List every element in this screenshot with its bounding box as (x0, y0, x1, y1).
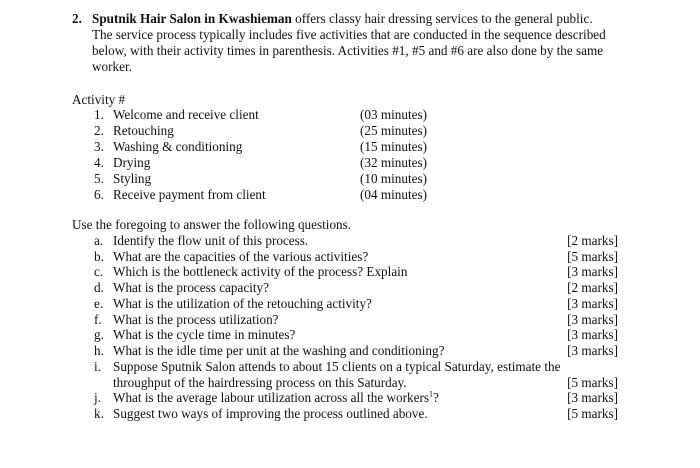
activity-name: Washing & conditioning (113, 139, 243, 154)
subquestion-text (113, 390, 439, 406)
subquestion-marks: [5 marks] (567, 249, 618, 264)
subquestion-marks: [3 marks] (567, 343, 618, 358)
subquestion-text: Which is the bottleneck activity of the process? Explain (113, 264, 408, 279)
subquestion-text-continued: throughput of the hairdressing process on this Saturday. (113, 375, 407, 390)
activity-number: 2. (94, 123, 104, 138)
subquestion-marks: [3 marks] (567, 327, 618, 342)
activity-name: Drying (113, 155, 151, 170)
activity-time: (10 minutes) (360, 171, 428, 186)
footnote-marker: 1 (429, 389, 434, 399)
activity-name: Retouching (113, 123, 174, 138)
question-intro-line-1 (92, 11, 652, 27)
subquestion-text: What is the idle time per unit at the washing and conditioning? (113, 343, 445, 358)
question-intro-line-4: worker. (92, 59, 132, 74)
subquestion-text-end: ? (433, 390, 439, 405)
subquestion-text: What is the process capacity? (113, 280, 269, 295)
subquestion-letter: f. (94, 312, 102, 327)
question-number: 2. (72, 11, 82, 26)
subquestion-letter: h. (94, 343, 104, 358)
subquestion-letter: d. (94, 280, 104, 295)
activity-number: 1. (94, 107, 104, 122)
salon-title: Sputnik Hair Salon in Kwashieman (92, 11, 292, 26)
activity-number: 3. (94, 139, 104, 154)
subquestion-letter: i. (94, 359, 101, 374)
activity-time: (03 minutes) (360, 107, 428, 122)
activity-header: Activity # (72, 92, 126, 107)
question-intro-line-2: The service process typically includes five activities that are conducted in the sequence described (92, 27, 606, 42)
subquestions-lead: Use the foregoing to answer the following questions. (72, 217, 352, 232)
activity-name: Receive payment from client (113, 187, 266, 202)
subquestion-text: What is the utilization of the retouching activity? (113, 296, 372, 311)
subquestion-text: What is the cycle time in minutes? (113, 327, 296, 342)
activity-number: 4. (94, 155, 104, 170)
activity-number: 5. (94, 171, 104, 186)
subquestion-text: Suppose Sputnik Salon attends to about 15 clients on a typical Saturday, estimate the (113, 359, 561, 374)
subquestion-marks: [3 marks] (567, 390, 618, 405)
subquestion-text-main: What is the average labour utilization across all the workers (113, 390, 430, 405)
activity-time: (04 minutes) (360, 187, 428, 202)
activity-name: Welcome and receive client (113, 107, 259, 122)
subquestion-letter: g. (94, 327, 104, 342)
activity-time: (25 minutes) (360, 123, 428, 138)
activity-number: 6. (94, 187, 104, 202)
subquestion-marks: [5 marks] (567, 375, 618, 390)
subquestion-marks: [5 marks] (567, 406, 618, 421)
subquestion-text: What are the capacities of the various activities? (113, 249, 369, 264)
subquestion-marks: [3 marks] (567, 312, 618, 327)
subquestion-text: Identify the flow unit of this process. (113, 233, 309, 248)
activity-name: Styling (113, 171, 152, 186)
subquestion-text: Suggest two ways of improving the process outlined above. (113, 406, 428, 421)
subquestion-letter: j. (94, 390, 101, 405)
subquestion-marks: [2 marks] (567, 233, 618, 248)
subquestion-letter: c. (94, 264, 104, 279)
subquestion-text: What is the process utilization? (113, 312, 279, 327)
subquestion-letter: a. (94, 233, 104, 248)
activity-time: (15 minutes) (360, 139, 428, 154)
question-intro-line-3: below, with their activity times in parenthesis. Activities #1, #5 and #6 are also done by the same (92, 43, 604, 58)
intro-line-1-text: offers classy hair dressing services to the general public. (291, 11, 593, 26)
subquestion-marks: [2 marks] (567, 280, 618, 295)
subquestion-marks: [3 marks] (567, 296, 618, 311)
subquestion-letter: b. (94, 249, 104, 264)
subquestion-marks: [3 marks] (567, 264, 618, 279)
subquestion-letter: e. (94, 296, 104, 311)
subquestion-letter: k. (94, 406, 104, 421)
activity-time: (32 minutes) (360, 155, 428, 170)
